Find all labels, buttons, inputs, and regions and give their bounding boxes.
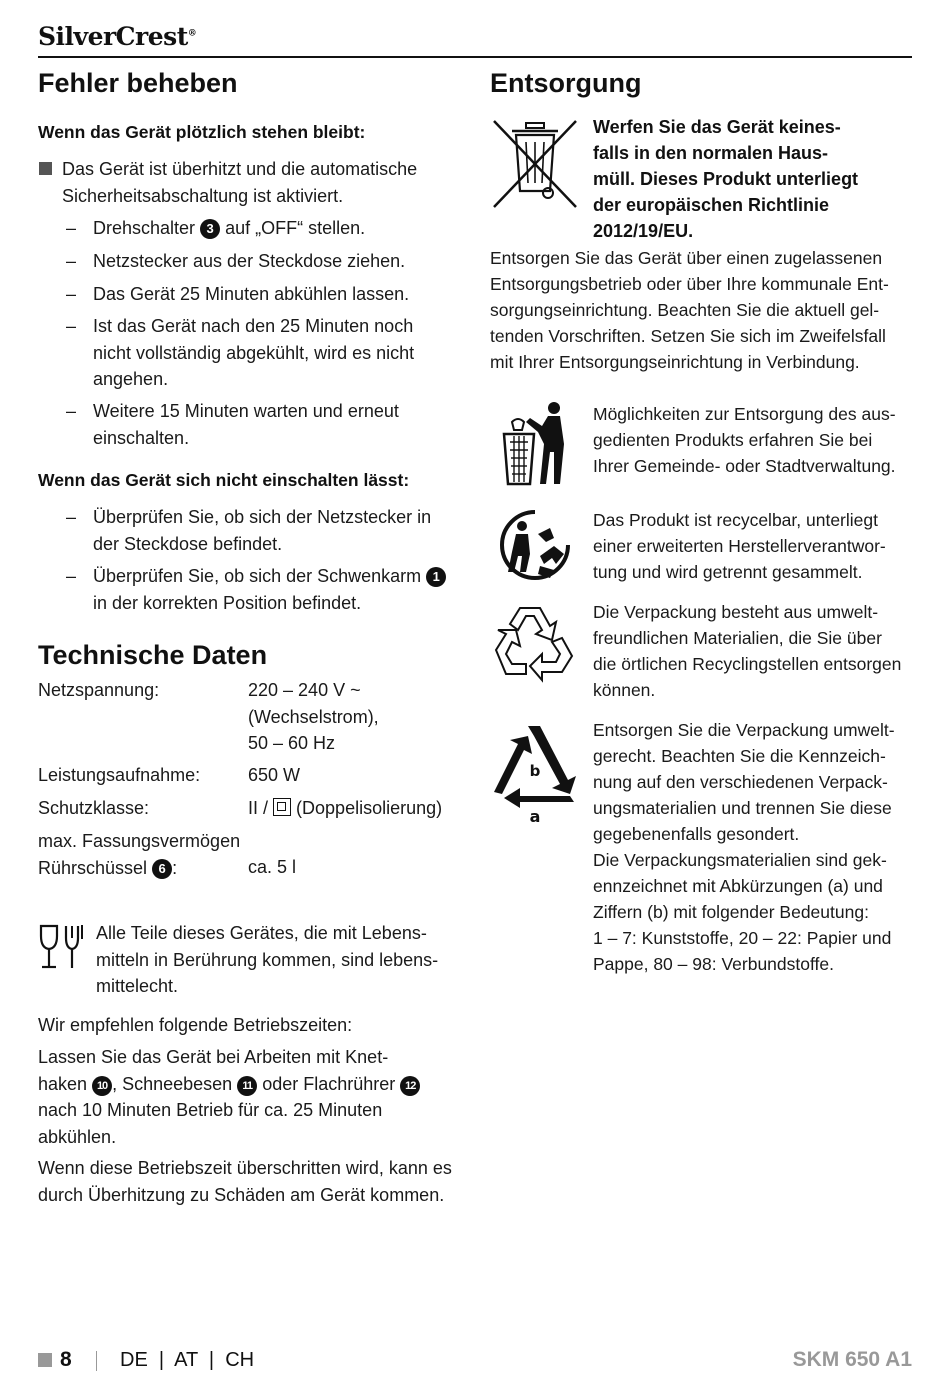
footer-model-number: SKM 650 A1 — [792, 1348, 912, 1371]
ref-badge-1-label: 1 — [432, 569, 440, 584]
operating-times-intro: Wir empfehlen folgende Betriebszeiten: — [38, 1015, 353, 1035]
step-wait-line1: Weitere 15 Minuten warten und erneut — [93, 401, 399, 421]
code-line5: gegebenenfalls gesondert. — [593, 824, 800, 844]
voltage-range: 220 – 240 V ~ — [248, 680, 361, 700]
ref-badge-6-label: 6 — [158, 860, 166, 876]
ref-badge-3-label: 3 — [206, 221, 214, 236]
step-switch-text-post: auf „OFF“ stellen. — [225, 218, 366, 238]
warning-line2: durch Überhitzung zu Schäden am Gerät kommen. — [38, 1184, 445, 1205]
weee-line5: 2012/19/EU. — [593, 221, 694, 241]
op-line1: Lassen Sie das Gerät bei Arbeiten mit Knet- — [38, 1047, 389, 1067]
voltage-type: (Wechselstrom), — [248, 706, 379, 727]
packaging-code-text — [593, 717, 895, 977]
ref-badge-12 — [400, 1076, 420, 1096]
disposal-title: Entsorgung — [490, 68, 642, 98]
ref-badge-11 — [237, 1076, 257, 1096]
op-line4: abkühlen. — [38, 1126, 117, 1147]
code-line3: nung auf den verschiedenen Verpack- — [593, 772, 888, 792]
step-switch-off — [93, 215, 365, 242]
bullet-overheat-line2: Sicherheitsabschaltung ist aktiviert. — [62, 185, 344, 206]
page-number: 8 — [60, 1348, 72, 1371]
ref-badge-3 — [200, 219, 220, 239]
operating-times-paragraph — [38, 1044, 420, 1150]
food-safe-icon — [38, 922, 84, 972]
dash-marker: – — [66, 218, 77, 238]
triman-line3: tung und wird getrennt gesammelt. — [593, 562, 863, 582]
voltage-frequency: 50 – 60 Hz — [248, 733, 336, 753]
footer-languages: DE | AT | CH — [120, 1349, 255, 1371]
techdata-title: Technische Daten — [38, 640, 268, 670]
dash-marker: – — [66, 251, 77, 271]
food-safe-line1: Alle Teile dieses Gerätes, die mit Lebens- — [96, 923, 427, 943]
disposal-line4: tenden Vorschriften. Setzen Sie sich im Zweifelsfall — [490, 326, 886, 346]
weee-crossed-bin-icon — [490, 117, 580, 212]
disposal-line2: Entsorgungsbetrieb oder über Ihre kommunale Ent- — [490, 274, 889, 294]
check-plug-line1: Überprüfen Sie, ob sich der Netzstecker in — [93, 507, 432, 527]
tidyman-text — [593, 401, 896, 479]
ref-badge-10 — [92, 1076, 112, 1096]
recycling-text — [593, 599, 901, 703]
capacity-colon: : — [172, 857, 178, 878]
brand-name: SilverCrest — [38, 22, 188, 51]
step-not-cooled-line3: angehen. — [93, 369, 169, 389]
check-arm-text: Überprüfen Sie, ob sich der Schwenkarm — [93, 566, 422, 586]
step-wait-restart — [93, 398, 399, 451]
step-cool-down: Das Gerät 25 Minuten abkühlen lassen. — [93, 284, 410, 304]
brand-registered-mark: ® — [187, 28, 197, 39]
op-hooks-text: haken — [38, 1073, 88, 1094]
ref-badge-1 — [426, 567, 446, 587]
triman-line2: einer erweiterten Herstellerverantwor- — [593, 536, 886, 556]
footer-square — [38, 1353, 52, 1367]
disposal-line1: Entsorgen Sie das Gerät über einen zugelassenen — [490, 248, 883, 268]
double-insulation-icon — [273, 798, 291, 816]
brand-logo — [38, 22, 196, 51]
class-desc: (Doppelisolierung) — [296, 798, 443, 818]
capacity-bowl-text: Rührschüssel — [38, 857, 148, 878]
step-unplug: Netzstecker aus der Steckdose ziehen. — [93, 251, 406, 271]
bullet-overheat-line1: Das Gerät ist überhitzt und die automatische — [62, 159, 418, 179]
check-arm-line2: in der korrekten Position befindet. — [93, 592, 362, 613]
triman-line1: Das Produkt ist recycelbar, unterliegt — [593, 510, 878, 530]
dash-marker: – — [66, 507, 77, 527]
step-not-cooled-line2: nicht vollständig abgekühlt, wird es nicht — [93, 342, 415, 363]
step-switch-text: Drehschalter — [93, 218, 196, 238]
recycling-arrows-icon — [490, 600, 578, 684]
tidyman-line1: Möglichkeiten zur Entsorgung des aus- — [593, 404, 896, 424]
code-line9: 1 – 7: Kunststoffe, 20 – 22: Papier und — [593, 928, 892, 948]
weee-line4: der europäischen Richtlinie — [593, 195, 830, 215]
troubleshooting-subhead-stops: Wenn das Gerät plötzlich stehen bleibt: — [38, 122, 366, 142]
tidyman-bin-icon — [498, 400, 570, 488]
step-not-cooled-line1: Ist das Gerät nach den 25 Minuten noch — [93, 316, 414, 336]
troubleshooting-title: Fehler beheben — [38, 68, 238, 98]
code-line7: ennzeichnet mit Abkürzungen (a) und — [593, 876, 883, 896]
recycling-code-b: b — [529, 762, 541, 780]
check-plug-line2: der Steckdose befindet. — [93, 533, 283, 554]
op-line2 — [38, 1071, 420, 1098]
code-line8: Ziffern (b) mit folgender Bedeutung: — [593, 902, 869, 922]
dash-marker: – — [66, 566, 77, 586]
techdata-power-label: Leistungsaufnahme: — [38, 765, 201, 785]
tidyman-line3: Ihrer Gemeinde- oder Stadtverwaltung. — [593, 456, 896, 476]
techdata-voltage-label: Netzspannung: — [38, 680, 160, 700]
techdata-power-value: 650 W — [248, 765, 301, 785]
weee-warning — [593, 114, 858, 244]
step-not-cooled — [93, 313, 414, 393]
code-line6: Die Verpackungsmaterialien sind gek- — [593, 850, 887, 870]
recycling-line1: Die Verpackung besteht aus umwelt- — [593, 602, 879, 622]
weee-line3: müll. Dieses Produkt unterliegt — [593, 169, 859, 189]
ref-badge-11-label: 11 — [242, 1079, 252, 1092]
food-safe-line2: mitteln in Berührung kommen, sind lebens- — [96, 949, 439, 970]
triman-icon — [498, 508, 572, 582]
troubleshooting-subhead-no-power: Wenn das Gerät sich nicht einschalten lässt: — [38, 470, 410, 490]
recycling-code-triangle-icon — [488, 718, 582, 826]
disposal-paragraph — [490, 245, 889, 375]
warning-line1: Wenn diese Betriebszeit überschritten wird, kann es — [38, 1158, 452, 1178]
footer-separator — [96, 1351, 97, 1371]
weee-line1: Werfen Sie das Gerät keines- — [593, 117, 841, 137]
capacity-label-line1: max. Fassungsvermögen — [38, 831, 241, 851]
dash-marker: – — [66, 401, 77, 421]
techdata-class-label: Schutzklasse: — [38, 798, 150, 818]
recycling-line3: die örtlichen Recyclingstellen entsorgen — [593, 654, 902, 674]
recycling-code-a: a — [529, 807, 541, 826]
overheat-warning — [38, 1155, 452, 1208]
check-plug — [93, 504, 431, 557]
tidyman-line2: gedienten Produkts erfahren Sie bei — [593, 430, 873, 450]
disposal-line5: mit Ihrer Entsorgungseinrichtung in Verbindung. — [490, 352, 860, 372]
dash-marker: – — [66, 284, 77, 304]
code-line2: gerecht. Beachten Sie die Kennzeich- — [593, 746, 886, 766]
bullet-overheat — [62, 156, 417, 209]
code-line10: Pappe, 80 – 98: Verbundstoffe. — [593, 954, 834, 974]
header-rule — [38, 56, 912, 58]
recycling-line4: können. — [593, 680, 656, 700]
op-line3: nach 10 Minuten Betrieb für ca. 25 Minuten — [38, 1100, 383, 1120]
ref-badge-12-label: 12 — [405, 1079, 416, 1092]
code-line4: ungsmaterialien und trennen Sie diese — [593, 798, 892, 818]
recycling-line2: freundlichen Materialien, die Sie über — [593, 628, 882, 648]
check-arm-line1 — [93, 563, 446, 590]
code-line1: Entsorgen Sie die Verpackung umwelt- — [593, 720, 895, 740]
ref-badge-6 — [152, 859, 172, 879]
techdata-voltage-value — [248, 677, 379, 757]
food-safe-line3: mittelecht. — [96, 976, 179, 996]
techdata-capacity-value: ca. 5 l — [248, 857, 297, 877]
class-roman: II / — [248, 798, 269, 818]
weee-line2: falls in den normalen Haus- — [593, 143, 829, 163]
op-whisk-text: , Schneebesen — [112, 1073, 233, 1094]
ref-badge-10-label: 10 — [96, 1079, 108, 1092]
disposal-line3: sorgungseinrichtung. Beachten Sie die aktuell gel- — [490, 300, 880, 320]
op-flat-beater-text: oder Flachrührer — [262, 1073, 396, 1094]
food-safe-note — [96, 920, 438, 1000]
techdata-capacity-label — [38, 828, 240, 881]
check-arm — [93, 563, 446, 616]
step-wait-line2: einschalten. — [93, 427, 190, 448]
bullet-square — [39, 162, 52, 175]
techdata-class-value — [248, 795, 442, 822]
triman-text — [593, 507, 886, 585]
dash-marker: – — [66, 316, 77, 336]
capacity-label-line2 — [38, 855, 240, 882]
